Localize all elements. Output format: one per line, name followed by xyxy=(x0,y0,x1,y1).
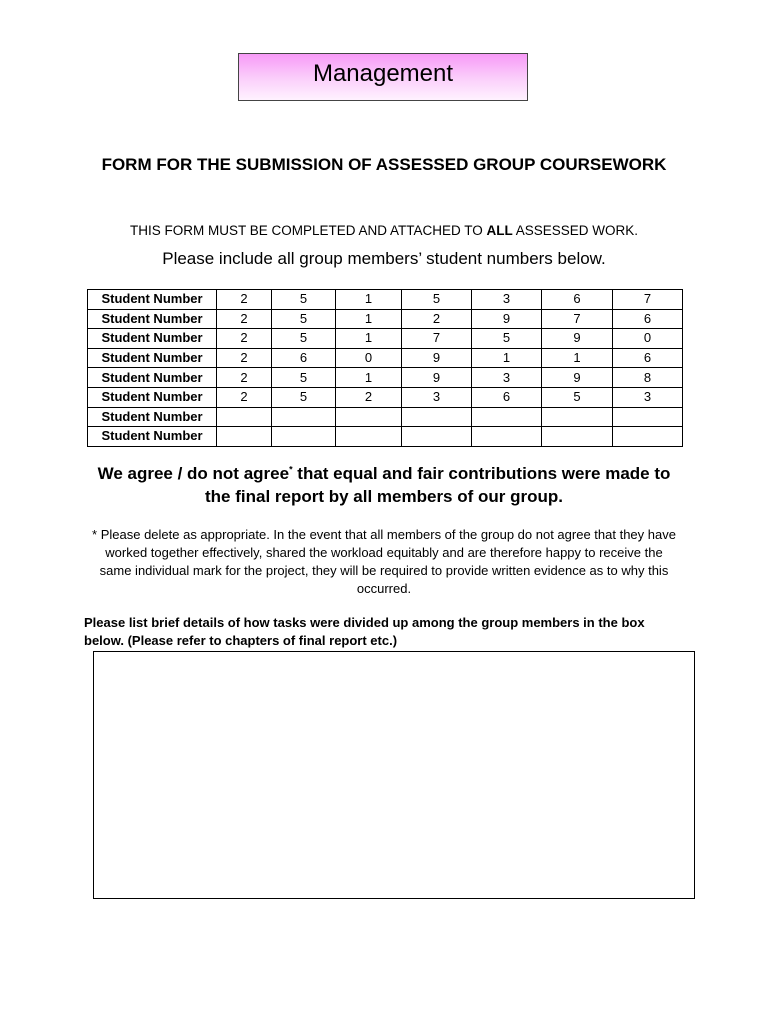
student-digit-cell[interactable]: 2 xyxy=(336,387,402,407)
student-digit-cell[interactable]: 5 xyxy=(272,329,336,349)
student-digit-cell[interactable] xyxy=(542,407,613,427)
instruction-emphasis: ALL xyxy=(486,223,513,238)
student-digit-cell[interactable]: 6 xyxy=(613,309,683,329)
student-digit-cell[interactable]: 5 xyxy=(472,329,542,349)
agreement-statement xyxy=(90,462,678,508)
student-digit-cell[interactable]: 1 xyxy=(336,309,402,329)
form-title: FORM FOR THE SUBMISSION OF ASSESSED GROUP COURSEWORK xyxy=(101,155,667,174)
student-row xyxy=(88,348,683,368)
student-row xyxy=(88,368,683,388)
student-digit-cell[interactable]: 6 xyxy=(472,387,542,407)
student-digit-cell[interactable] xyxy=(217,407,272,427)
student-digit-cell[interactable]: 5 xyxy=(542,387,613,407)
student-digit-cell[interactable]: 2 xyxy=(217,387,272,407)
student-digit-cell[interactable]: 1 xyxy=(336,290,402,310)
attach-instruction xyxy=(60,222,708,240)
student-number-label: Student Number xyxy=(88,427,217,447)
student-digit-cell[interactable]: 3 xyxy=(613,387,683,407)
student-digit-cell[interactable]: 5 xyxy=(272,290,336,310)
student-digit-cell[interactable]: 5 xyxy=(272,387,336,407)
student-rows xyxy=(88,290,683,447)
student-digit-cell[interactable]: 7 xyxy=(542,309,613,329)
student-digit-cell[interactable]: 2 xyxy=(217,348,272,368)
title-banner xyxy=(238,53,528,101)
student-digit-cell[interactable]: 0 xyxy=(613,329,683,349)
student-number-label: Student Number xyxy=(88,407,217,427)
student-digit-cell[interactable] xyxy=(336,427,402,447)
instruction-suffix: ASSESSED WORK. xyxy=(512,223,639,238)
student-row xyxy=(88,427,683,447)
student-digit-cell[interactable] xyxy=(542,427,613,447)
student-digit-cell[interactable]: 1 xyxy=(336,329,402,349)
details-prompt: Please list brief details of how tasks were divided up among the group members in the box below. (Please refer to chapters of final report etc.) xyxy=(84,615,645,648)
student-row xyxy=(88,407,683,427)
student-digit-cell[interactable]: 2 xyxy=(217,368,272,388)
student-digit-cell[interactable]: 9 xyxy=(402,348,472,368)
delete-note: * Please delete as appropriate. In the event that all members of the group do not agree that they have worked together effectively, shared the workload equitably and are therefore happy to receive the same individual mark for the project, they will be required to provide written evidence as to why this occurred. xyxy=(92,527,676,596)
student-digit-cell[interactable]: 6 xyxy=(542,290,613,310)
student-digit-cell[interactable]: 5 xyxy=(272,368,336,388)
student-number-label: Student Number xyxy=(88,387,217,407)
student-digit-cell[interactable]: 9 xyxy=(542,368,613,388)
agreement-marker: * xyxy=(289,464,293,475)
student-digit-cell[interactable] xyxy=(272,427,336,447)
student-digit-cell[interactable]: 7 xyxy=(613,290,683,310)
student-digit-cell[interactable]: 3 xyxy=(472,290,542,310)
student-digit-cell[interactable]: 2 xyxy=(402,309,472,329)
student-row xyxy=(88,309,683,329)
student-digit-cell[interactable]: 9 xyxy=(402,368,472,388)
student-digit-cell[interactable] xyxy=(613,407,683,427)
student-digit-cell[interactable] xyxy=(613,427,683,447)
student-digit-cell[interactable]: 5 xyxy=(402,290,472,310)
agreement-part2: that equal and fair contributions were made to the final report by all members of our group. xyxy=(205,464,671,506)
student-digit-cell[interactable]: 2 xyxy=(217,309,272,329)
student-digit-cell[interactable]: 1 xyxy=(472,348,542,368)
student-digit-cell[interactable]: 9 xyxy=(542,329,613,349)
student-digit-cell[interactable] xyxy=(336,407,402,427)
student-digit-cell[interactable]: 8 xyxy=(613,368,683,388)
student-digit-cell[interactable]: 1 xyxy=(542,348,613,368)
student-number-label: Student Number xyxy=(88,290,217,310)
student-digit-cell[interactable]: 7 xyxy=(402,329,472,349)
student-digit-cell[interactable] xyxy=(472,427,542,447)
student-number-label: Student Number xyxy=(88,348,217,368)
student-digit-cell[interactable] xyxy=(402,407,472,427)
banner-title: Management xyxy=(312,60,454,87)
student-digit-cell[interactable] xyxy=(272,407,336,427)
include-members-instruction: Please include all group members’ student numbers below. xyxy=(162,249,606,268)
student-row xyxy=(88,290,683,310)
student-digit-cell[interactable]: 9 xyxy=(472,309,542,329)
student-digit-cell[interactable]: 2 xyxy=(217,290,272,310)
student-number-label: Student Number xyxy=(88,368,217,388)
student-digit-cell[interactable] xyxy=(402,427,472,447)
student-digit-cell[interactable]: 6 xyxy=(272,348,336,368)
student-number-label: Student Number xyxy=(88,309,217,329)
task-details-box[interactable] xyxy=(93,651,695,899)
instruction-prefix: THIS FORM MUST BE COMPLETED AND ATTACHED TO xyxy=(129,223,487,238)
student-digit-cell[interactable] xyxy=(217,427,272,447)
student-digit-cell[interactable]: 6 xyxy=(613,348,683,368)
student-digit-cell[interactable]: 5 xyxy=(272,309,336,329)
student-digit-cell[interactable]: 3 xyxy=(402,387,472,407)
student-digit-cell[interactable]: 1 xyxy=(336,368,402,388)
student-digit-cell[interactable]: 3 xyxy=(472,368,542,388)
student-numbers-table xyxy=(87,289,683,447)
student-row xyxy=(88,387,683,407)
student-digit-cell[interactable]: 0 xyxy=(336,348,402,368)
agreement-part1: We agree / do not agree xyxy=(97,464,290,483)
student-digit-cell[interactable]: 2 xyxy=(217,329,272,349)
student-row xyxy=(88,329,683,349)
student-digit-cell[interactable] xyxy=(472,407,542,427)
student-number-label: Student Number xyxy=(88,329,217,349)
